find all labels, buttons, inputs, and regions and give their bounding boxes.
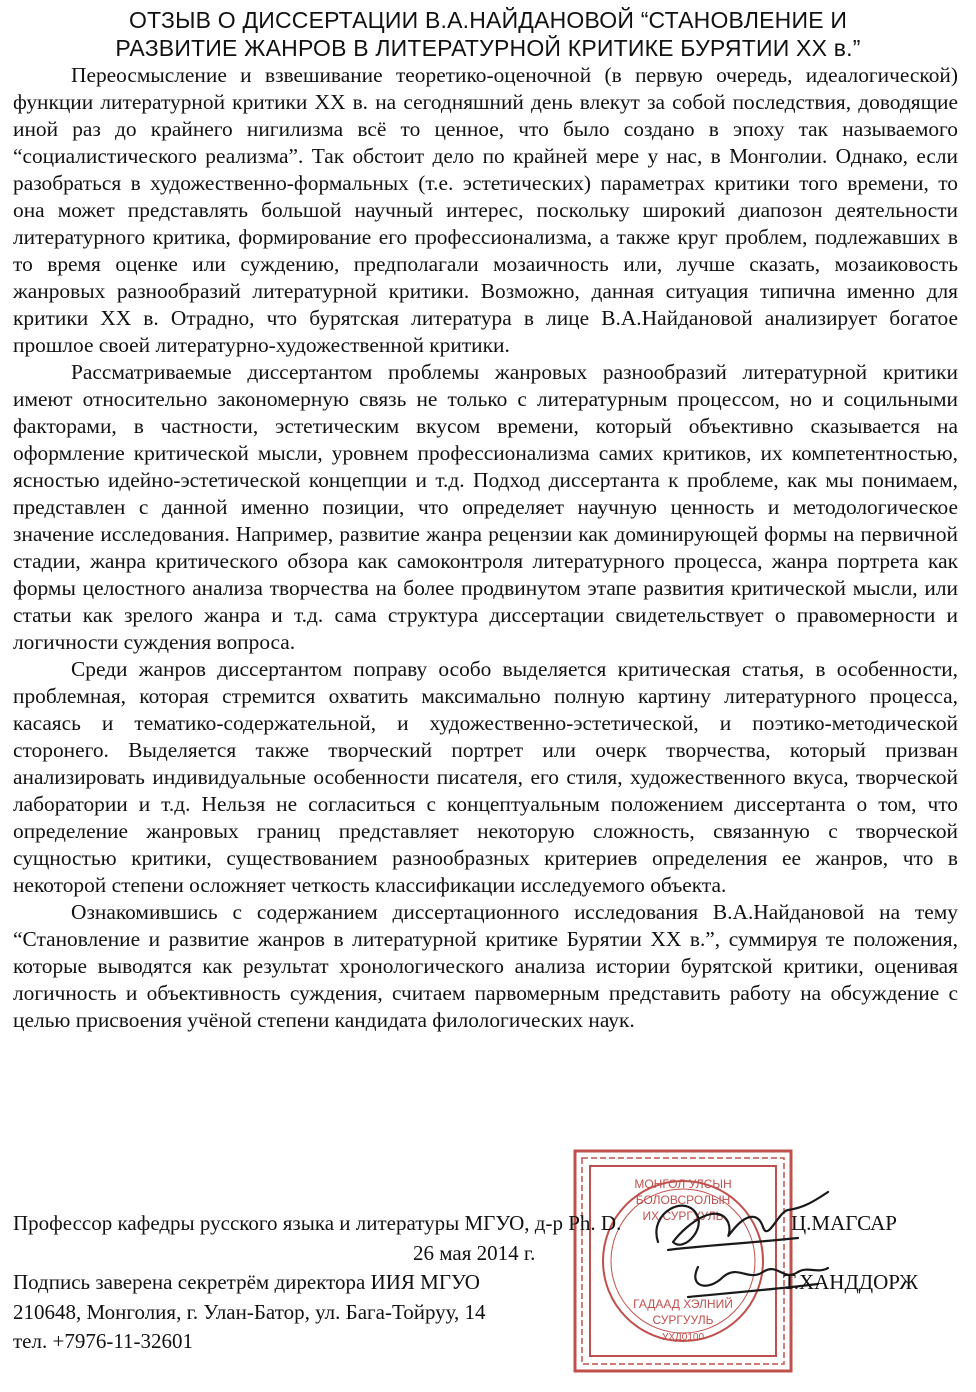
handwritten-signature [628,1172,868,1332]
secretary-name: Т.ХАНДДОРЖ [783,1270,919,1294]
paragraph-4: Ознакомившись с содержанием диссертационного исследования В.А.Найдановой на тему “Становление и развитие жанров в литературной критике Бурятии XX в.”, суммируя те положения, которые выводятся как результат хронологического анализа истории бурятской критики, оценивая логичность и объективность суждения, считаем парвомерным представить работу на обсуждение с целью присвоения учёной степени кандидата филологических наук. [13,900,958,1032]
certification-line: Подпись заверена секретрём директора ИИЯ МГУО [13,1270,480,1294]
address-line: 210648, Монголия, г. Улан-Батор, ул. Бага-Тойруу, 14 [13,1300,486,1324]
stamp-line-2: БОЛОВСРОЛЫН [635,1193,731,1207]
paragraph-1: Переосмысление и взвешивание теоретико-оценочной (в первую очередь, идеалогической) функции литературной критики XX в. на сегодняшний день влекут за собой последствия, доводящие иной раз до крайнего нигилизма всё то ценное, что было создано в эпоху так называемого “социалистического реализма”. Так обстоит дело по крайней мере у нас, в Монголии. Однако, если разобраться в художественно-формальных (т.е. эстетических) параметрах критики того времени, то она может представлять большой научный интерес, поскольку широкий диапозон деятельности литературного критика, формирование его профессионализма, а также круг проблем, подлежавших в то время оценке или суждению, предполагали мозаичность или, лучше сказать, мозаиковость жанровых разнообразий литературной критики. Возможно, данная ситуация типична именно для критики XX в. Отрадно, что бурятская литература в лице В.А.Найдановой анализирует богатое прошлое своей литературно-художественной критики. [13,63,958,357]
stamp-line-4: ГАДААД ХЭЛНИЙ [633,1297,733,1311]
phone-line: тел. +7976-11-32601 [13,1329,194,1353]
title-line-2: РАЗВИТИЕ ЖАНРОВ В ЛИТЕРАТУРНОЙ КРИТИКЕ БУРЯТИИ XX в.” [115,35,861,61]
document-body [13,62,958,1034]
paragraph-3: Среди жанров диссертантом поправу особо выделяется критическая статья, в особенности, проблемная, которая стремится охватить максимально полную картину литературного процесса, касаясь и тематико-содержательной, и художественно-эстетической, и поэтико-методической сторонего. Выделяется также творческий портрет или очерк творчества, который призван анализировать индивидуальные особенности писателя, его стиля, художественного вкуса, творческой лаборатории и т.д. Нельзя не согласиться с концептуальным положением диссертанта о том, что определение жанровых границ представляет некоторую сложность, связанную с творческой сущностью критики, существованием разнообразных критериев определения ее жанров, что в некоторой степени осложняет четкость классификации исследуемого объекта. [13,657,958,897]
document-title [60,6,916,62]
professor-line: Профессор кафедры русского языка и литературы МГУО, д-р Ph. D. [13,1211,622,1235]
title-line-1: ОТЗЫВ О ДИССЕРТАЦИИ В.А.НАЙДАНОВОЙ “СТАНОВЛЕНИЕ И [128,7,848,33]
stamp-line-5: СУРГУУЛЬ [652,1313,714,1327]
paragraph-2: Рассматриваемые диссертантом проблемы жанровых разнообразий литературной критики имеют относительно закономерную связь не только с литературным процессом, но и социльными факторами, в частности, эстетическим вкусом времени, который объективно сказывается на оформление критической мысли, уровнем профессионализма самих критиков, их компетентностью, ясностью идейно-эстетической концепции и т.д. Подход диссертанта к проблеме, как мы понимаем, представлен с данной именно позиции, что определяет научную ценность и методологическое значение исследования. Например, развитие жанра рецензии как доминирующей формы на первичной стадии, жанра критического обзора как самоконтроля литературного процесса, жанра портрета как формы целостного анализа творчества на более продвинутом этапе развития критической мысли, или статьи как зрелого жанра и т.д. сама структура диссертации свидетельствует о правомерности и логичности суждения вопроса. [13,360,958,654]
professor-name: Ц.МАГСАР [791,1211,897,1235]
stamp-code: УХД0100 [661,1332,705,1343]
stamp-line-1: МОНГОЛ УЛСЫН [634,1177,732,1191]
stamp-line-3: ИХ СУРГУУЛЬ [642,1209,724,1223]
signature-date: 26 мая 2014 г. [413,1241,536,1265]
